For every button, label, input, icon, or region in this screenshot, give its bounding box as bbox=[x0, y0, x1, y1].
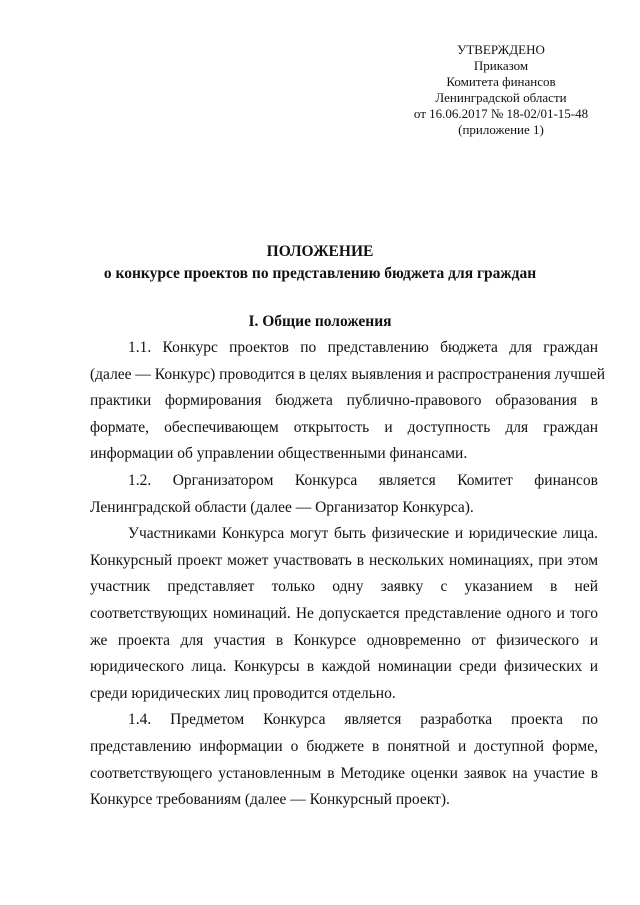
paragraph-line: формате, обеспечивающем открытость и доступность для граждан bbox=[90, 418, 598, 436]
paragraph-line: соответствующего установленным в Методике оценки заявок на участие в bbox=[90, 764, 598, 782]
paragraph-line: 1.2. Организатором Конкурса является Комитет финансов bbox=[128, 471, 598, 489]
document-title: ПОЛОЖЕНИЕ bbox=[266, 243, 374, 260]
paragraph-1-2 bbox=[90, 468, 598, 521]
paragraph-line: Конкурсный проект может участвовать в нескольких номинациях, при этом bbox=[90, 551, 598, 569]
approval-line: УТВЕРЖДЕНО bbox=[457, 42, 545, 57]
paragraph-line: соответствующих номинаций. Не допускается представление одного и того bbox=[90, 604, 598, 622]
document-subtitle: о конкурсе проектов по представлению бюджета для граждан bbox=[103, 265, 537, 282]
approval-line: (приложение 1) bbox=[458, 122, 544, 137]
paragraph-line: же проекта для участия в Конкурсе одновременно от физического и bbox=[90, 631, 598, 649]
paragraph-line: среди юридических лиц проводится отдельно. bbox=[90, 684, 396, 702]
paragraph-participants bbox=[90, 521, 598, 707]
approval-line: от 16.06.2017 № 18-02/01-15-48 bbox=[413, 106, 589, 121]
paragraph-line: Участниками Конкурса могут быть физические и юридические лица. bbox=[128, 525, 598, 543]
paragraph-line: 1.1. Конкурс проектов по представлению бюджета для граждан bbox=[128, 339, 598, 356]
paragraph-line: Ленинградской области (далее — Организатор Конкурса). bbox=[90, 498, 474, 516]
approval-stamp bbox=[404, 42, 598, 138]
paragraph-1-1 bbox=[90, 335, 606, 468]
approval-line: Ленинградской области bbox=[435, 90, 567, 105]
approval-line: Приказом bbox=[473, 58, 529, 73]
paragraph-line: практики формирования бюджета публично-правового образования в bbox=[90, 392, 598, 410]
paragraph-line: юридического лица. Конкурсы в каждой номинации среди физических и bbox=[90, 658, 598, 676]
paragraph-line: информации об управлении общественными финансами. bbox=[90, 445, 468, 463]
paragraph-line: представлению информации о бюджете в понятной и доступной форме, bbox=[90, 737, 598, 755]
document-body bbox=[90, 335, 606, 814]
paragraph-1-4 bbox=[90, 707, 598, 813]
approval-line: Комитета финансов bbox=[446, 74, 556, 89]
paragraph-line: (далее — Конкурс) проводится в целях выявления и распространения лучшей bbox=[90, 365, 606, 383]
paragraph-line: 1.4. Предметом Конкурса является разработка проекта по bbox=[128, 711, 598, 729]
paragraph-line: Конкурсе требованиям (далее — Конкурсный проект). bbox=[90, 791, 450, 809]
paragraph-line: участник представляет только одну заявку с указанием в ней bbox=[90, 578, 598, 596]
section-heading: I. Общие положения bbox=[248, 313, 392, 330]
